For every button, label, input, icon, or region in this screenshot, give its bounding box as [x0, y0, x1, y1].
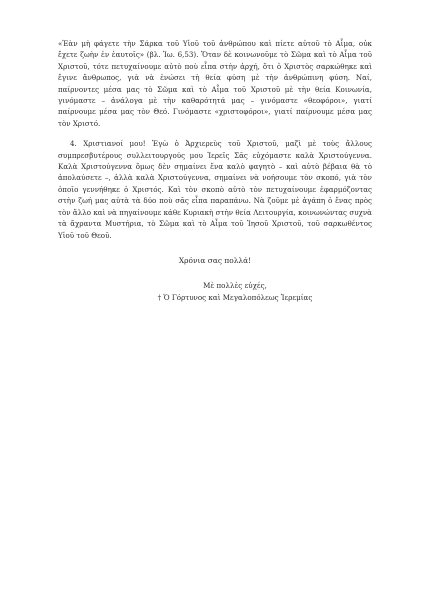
paragraph-2: 4. Χριστιανοί μου! Ἐγὼ ὁ Ἀρχιερεὺς τοῦ Χριστοῦ, μαζὶ μὲ τοὺς ἄλλους συμπρεσβυτέρους συλλειτουργούς μου Ἱερεῖς Σᾶς εὐχόμαστε καλὰ Χριστούγεννα. Καλὰ Χριστούγεννα ὅμως δὲν σημαίνει ἕνα καλὸ φαγητὸ – καὶ αὐτὸ βέβαια θὰ τὸ ἀπολαύσετε –, ἀλλὰ καλὰ Χριστούγεννα, σημαίνει νὰ νοήσουμε τὸν σκοπό, γιὰ τὸν ὁποῖο γεννήθηκε ὁ Χριστός. Καὶ τὸν σκοπὸ αὐτὸ τὸν πετυχαίνουμε ἐφαρμόζοντας στὴν ζωή μας αὐτὰ τὰ δύο ποὺ σᾶς εἶπα παραπάνω. Νὰ ζοῦμε μὲ ἀγάπη ὁ ἕνας πρὸς τὸν ἄλλο καὶ νὰ πηγαίνουμε κάθε Κυριακὴ στὴν θεία Λειτουργία, κοινωνώντας συχνὰ τὰ ἄχραντα Μυστήρια, τὸ Σῶμα καὶ τὸ Αἷμα τοῦ Ἰησοῦ Χριστοῦ, τοῦ σαρκωθέντος Υἱοῦ τοῦ Θεοῦ.: [58, 139, 372, 240]
paragraph-1: «Ἐὰν μὴ φάγετε τὴν Σάρκα τοῦ Υἱοῦ τοῦ ἀνθρώπου καὶ πίετε αὐτοῦ τὸ Αἷμα, οὐκ ἔχετε ζωὴν ἐν ἑαυτοῖς» (βλ. Ἰω. 6,53). Ὅταν δὲ κοινωνοῦμε τὸ Σῶμα καὶ τὸ Αἷμα τοῦ Χριστοῦ, τότε πετυχαίνουμε αὐτὸ ποὺ εἶπα στὴν ἀρχή, ὅτι ὁ Χριστὸς σαρκώθηκε καὶ ἔγινε ἄνθρωπος, γιὰ νὰ ἑνώσει τὴ θεία φύση μὲ τὴν ἀνθρώπινη φύση. Ναί, παίρνοντες μέσα μας τὸ Σῶμα καὶ τὸ Αἷμα τοῦ Χριστοῦ μὲ τὴν θεία Κοινωνία, γινόμαστε – ἀνάλογα μὲ τὴν καθαρότητά μας – γινόμαστε «θεοφόροι», γιατί παίρνουμε μέσα μας τὸν Θεό. Γινόμαστε «χριστοφόροι», γιατί παίρνουμε μέσα μας τὸν Χριστό.: [58, 39, 372, 128]
paragraph-gap: [58, 129, 372, 138]
closing-wishes: Μὲ πολλὲς εὐχές,: [203, 281, 267, 291]
closing-block: [58, 280, 372, 304]
document-page: [58, 38, 372, 305]
cross-symbol: †: [157, 293, 162, 302]
greeting: Χρόνια σας πολλά!: [178, 255, 252, 265]
signature-name: Ὁ Γόρτυνος καὶ Μεγαλοπόλεως Ἱερεμίας: [163, 292, 313, 302]
signature-line: [98, 292, 372, 305]
